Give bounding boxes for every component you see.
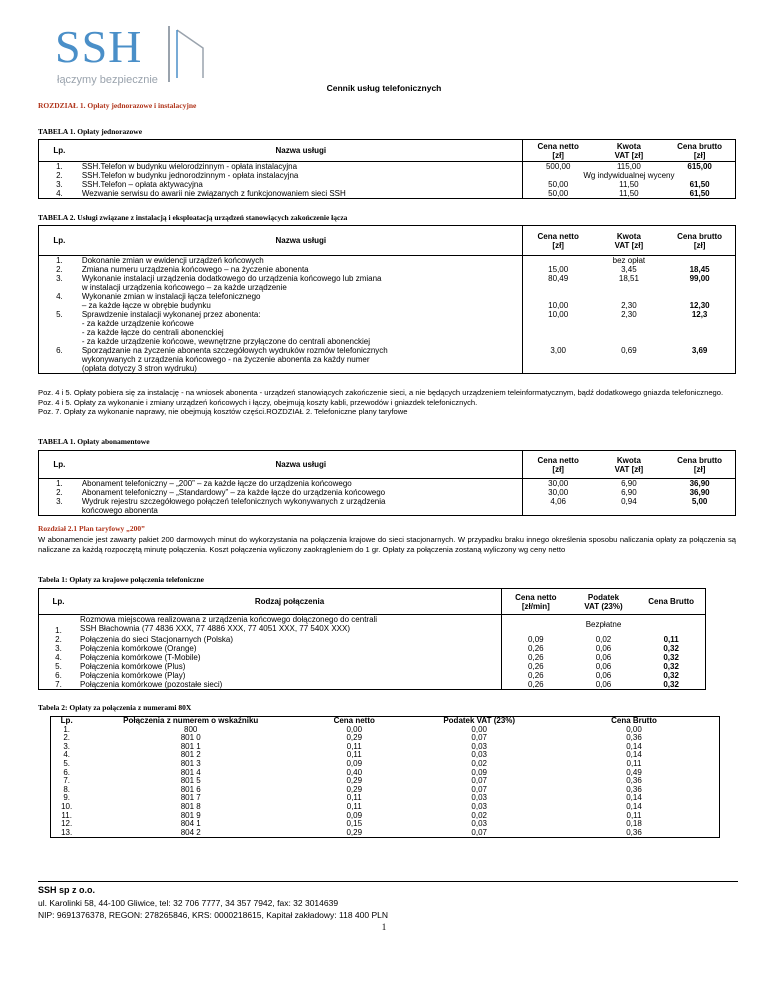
cell-vat: 0,07 (471, 784, 487, 794)
table-row (39, 644, 706, 653)
cell-lp: 9. (63, 793, 70, 803)
cell-name: Wykonanie zmian w instalacji łącza telefonicznego – za każde łącze w obrębie budynku (80, 292, 523, 310)
col-vat: Kwota VAT [zł] (594, 451, 665, 479)
cell-vat: 6,90 (621, 479, 637, 488)
col-vat: Podatek VAT (23%) (443, 716, 516, 725)
cell-netto: 4,06 (522, 497, 593, 516)
cell-lp: 2. (39, 488, 80, 497)
cell-vat: 6,90 (621, 488, 637, 497)
cell-lp: 11. (61, 810, 72, 820)
cell-brutto: 0,14 (626, 750, 642, 760)
table-row (51, 726, 720, 735)
cell-lp: 13. (61, 827, 73, 837)
cell-vat: 115,00 (616, 162, 641, 171)
footer-rule (38, 881, 738, 882)
cell-lp: 6. (39, 346, 80, 374)
cell-name: Połączenia komórkowe (pozostałe sieci) (78, 680, 501, 690)
table-5-title: Tabela 2: Opłaty za połączenia z numerami 80X (38, 703, 192, 712)
cell-vat: 0,03 (471, 741, 487, 751)
cell-name: Dokonanie zmian w ewidencji urządzeń końcowych Zmiana numeru urządzenia końcowego – na życzenie abonenta Wykonanie instalacji urządzenia dodatkowego do urządzenia końcowego lub zmiana w instalacji urządzenia końcowego – za każde urządzenie (80, 256, 523, 293)
table-header (39, 226, 736, 256)
cell-vat: 0,03 (471, 793, 487, 803)
col-name: Połączenia z numerem o wskaźniku (123, 716, 259, 725)
cell-lp: 3. (39, 180, 80, 189)
cell-number: 801 2 (180, 750, 201, 760)
cell-netto: 500,00 (522, 162, 593, 172)
cell-number: 801 7 (180, 793, 201, 803)
cell-brutto: 12,30 (664, 292, 735, 310)
col-netto: Cena netto [zł] (522, 451, 593, 479)
cell-name: Połączenia komórkowe (Plus) (78, 662, 501, 671)
cell-lp: 6. (39, 671, 79, 680)
cell-vat: 0,07 (471, 827, 487, 837)
table-2 (38, 225, 736, 374)
cell-name: Rozmowa miejscowa realizowana z urządzenia końcowego dołączonego do centrali SSH Błachownia (77 4836 XXX, 77 4886 XXX, 77 4051 XXX, 77 540X XXX) (78, 615, 501, 635)
cell-lp: 1. (63, 724, 70, 734)
cell-netto: 30,00 (522, 479, 593, 489)
col-lp: Lp. (39, 451, 80, 479)
cell-number: 801 6 (180, 784, 201, 794)
table-row (39, 346, 736, 374)
cell-brutto: 0,14 (626, 801, 642, 811)
table-row (51, 734, 720, 743)
cell-name: SSH.Telefon w budynku jednorodzinnym - opłata instalacyjna (80, 171, 523, 180)
table-row (51, 812, 720, 821)
cell-lp: 1. (39, 162, 80, 172)
cell-vat: 0,06 (570, 680, 638, 690)
cell-number: 801 9 (180, 810, 201, 820)
cell-brutto: 3,69 (664, 346, 735, 374)
notes-chapter-1: Poz. 4 i 5. Opłaty pobiera się za instalację - na wniosek abonenta - urządzeń stanowiących zakończenie sieci, a nie będących urządzeniem teleinformatycznym, bądź dodatkowego gniazda telefonicznego. Poz. 4 i 5. Opłaty za wykonanie i zmiany urządzeń końcowych i łączy, obejmują koszty kabli, przewodów i gniazdek telefonicznych. Poz. 7. Opłaty za wykonanie naprawy, nie obejmują kosztów części.ROZDZIAŁ 2. Telefoniczne plany taryfowe (38, 388, 724, 416)
cell-name: Połączenia komórkowe (Orange) (78, 644, 501, 653)
cell-lp: 5. (39, 662, 79, 671)
cell-netto: 0,11 (346, 750, 362, 760)
page-number: 1 (381, 922, 387, 932)
cell-brutto: 0,32 (637, 653, 705, 662)
cell-netto: 0,15 (346, 819, 363, 829)
cell-vat: 0,69 (594, 346, 665, 374)
col-vat: Podatek VAT (23%) (570, 589, 638, 615)
table-row (39, 310, 736, 346)
col-brutto: Cena brutto [zł] (664, 140, 735, 162)
cell-name: Połączenia komórkowe (T-Mobile) (78, 653, 501, 662)
cell-lp: 1. (39, 615, 79, 635)
cell-netto: 0,09 (501, 635, 569, 644)
cell-vat: 0,07 (471, 733, 487, 743)
cell-netto: 0,26 (501, 653, 569, 662)
cell-brutto: 0,36 (626, 733, 642, 743)
cell-brutto: 18,45 99,00 (664, 256, 735, 293)
col-lp: Lp. (60, 716, 73, 725)
cell-merged: Bezpłatne (501, 615, 705, 635)
cell-brutto: 0,32 (637, 680, 705, 690)
cell-brutto: 61,50 (664, 189, 735, 199)
table-header (51, 717, 720, 726)
cell-lp: 2. (39, 635, 79, 644)
cell-brutto: 0,32 (637, 662, 705, 671)
plan-description: W abonamencie jest zawarty pakiet 200 darmowych minut do wykorzystania na połączenia krajowe do sieci stacjonarnych. W przypadku braku innego określenia sposobu naliczania opłaty za połączenia są naliczane za każdą rozpoczętą minutę połączenia. Koszt połączenia wyliczony zaokrągleniem do 1 gr. Opłaty za połączenia zostaną wyliczony wg ceny netto (38, 535, 736, 554)
logo-brand: SSH (55, 21, 143, 72)
cell-netto: 0,09 (346, 810, 363, 820)
cell-netto: 0,26 (501, 671, 569, 680)
cell-number: 800 (184, 724, 198, 734)
col-lp: Lp. (39, 140, 80, 162)
cell-lp: 4. (39, 653, 79, 662)
cell-name: Sporządzanie na życzenie abonenta szczegółowych wydruków rozmów telefonicznych wykonywanych z urządzenia końcowego - na życzenie abonenta za każdy numer (opłata dotyczy 3 stron wydruku) (80, 346, 523, 374)
col-netto: Cena netto (333, 716, 375, 725)
cell-name: SSH.Telefon w budynku wielorodzinnym - opłata instalacyjna (80, 162, 523, 172)
table-row (39, 653, 706, 662)
table-row (51, 794, 720, 803)
cell-netto: 0,00 (346, 724, 363, 734)
table-1-title: TABELA 1. Opłaty jednorazowe (38, 127, 143, 136)
cell-netto: 15,00 80,49 (522, 256, 593, 293)
cell-lp: 4. (63, 750, 70, 760)
cell-name: Wydruk rejestru szczegółowego połączeń telefonicznych wykonywanych z urządzenia końcowego abonenta (80, 497, 523, 516)
col-lp: Lp. (39, 589, 79, 615)
cell-lp: 2. (63, 733, 70, 743)
cell-name: Abonament telefoniczny – „200” – za każde łącze do urządzenia końcowego (80, 479, 523, 489)
table-2-title: TABELA 2. Usługi związane z instalacją i eksploatacją urządzeń stanowiących zakończenie łącza (38, 213, 348, 222)
cell-netto: 50,00 (522, 189, 593, 199)
table-row (39, 671, 706, 680)
logo-mark (175, 28, 205, 80)
cell-netto: 0,26 (501, 680, 569, 690)
col-brutto: Cena Brutto (611, 716, 657, 725)
cell-netto: 0,09 (346, 758, 363, 768)
cell-netto: 0,11 (346, 741, 362, 751)
col-name: Nazwa usługi (80, 451, 523, 479)
cell-brutto: 0,32 (637, 644, 705, 653)
cell-lp: 3. (39, 497, 80, 516)
table-row (51, 803, 720, 812)
col-lp: Lp. (39, 226, 80, 256)
cell-netto: 0,40 (346, 767, 363, 777)
table-row (39, 256, 736, 293)
cell-lp: 5. (39, 310, 80, 346)
cell-lp: 6. (63, 767, 70, 777)
col-brutto: Cena brutto [zł] (664, 226, 735, 256)
cell-brutto: 36,90 (664, 479, 735, 489)
cell-vat: 0,02 (471, 810, 487, 820)
cell-vat: 0,06 (595, 670, 612, 680)
table-row (39, 635, 706, 644)
cell-vat: 2,30 (621, 301, 637, 310)
cell-brutto: 12,3 (664, 310, 735, 346)
cell-number: 801 8 (180, 801, 201, 811)
footer-registry: NIP: 9691376378, REGON: 278265846, KRS: 0000218615, Kapitał zakładowy: 118 400 PLN (38, 910, 388, 920)
logo-divider (168, 26, 170, 82)
cell-netto: 0,11 (346, 793, 362, 803)
table-row (51, 829, 720, 838)
cell-brutto: 61,50 (664, 180, 735, 189)
table-row (39, 162, 736, 172)
table-row (39, 189, 736, 199)
cell-vat: 0,02 (471, 758, 487, 768)
cell-brutto: 0,18 (626, 819, 642, 829)
table-1 (38, 139, 736, 199)
cell-brutto: 0,36 (626, 827, 642, 837)
cell-lp: 3. (39, 644, 79, 653)
cell-lp: 2. (39, 171, 80, 180)
cell-brutto: 0,32 (637, 671, 705, 680)
cell-brutto: 615,00 (664, 162, 735, 172)
plan-title: Rozdział 2.1 Plan taryfowy „200” (38, 524, 145, 533)
cell-vat: 0,02 (595, 634, 612, 644)
cell-netto: 0,26 (501, 644, 569, 653)
cell-vat: 2,30 (621, 310, 637, 319)
cell-netto: 30,00 (522, 488, 593, 497)
cell-vat: 0,03 (471, 801, 487, 811)
cell-brutto: 0,11 (637, 635, 705, 644)
cell-netto: 0,29 (346, 776, 363, 786)
col-netto: Cena netto [zł/min] (501, 589, 569, 615)
cell-number: 801 5 (180, 776, 201, 786)
cell-vat: bez opłat 3,45 18,51 (612, 256, 646, 283)
table-3-title: TABELA 1. Opłaty abonamentowe (38, 437, 150, 446)
cell-netto: 0,29 (346, 827, 363, 837)
col-vat: Kwota VAT [zł] (594, 226, 665, 256)
table-row (39, 680, 706, 690)
cell-lp: 4. (39, 189, 80, 199)
cell-number: 804 1 (180, 819, 201, 829)
cell-vat: 0,07 (471, 776, 487, 786)
cell-number: 801 0 (180, 733, 201, 743)
cell-number: 801 1 (180, 741, 201, 751)
cell-name: SSH.Telefon – opłata aktywacyjna (80, 180, 523, 189)
col-name: Nazwa usługi (80, 140, 523, 162)
cell-vat: 0,94 (594, 497, 665, 516)
cell-netto: 0,29 (346, 784, 363, 794)
cell-brutto: 0,14 (626, 741, 642, 751)
table-row (39, 180, 736, 189)
cell-lp: 1. 2. 3. (39, 256, 80, 293)
cell-number: 801 4 (180, 767, 201, 777)
cell-lp: 7. (63, 776, 70, 786)
table-3 (38, 450, 736, 516)
table-row (51, 786, 720, 795)
cell-vat: 0,06 (595, 652, 612, 662)
cell-vat: 0,06 (595, 661, 612, 671)
cell-netto: 3,00 (522, 346, 593, 374)
col-brutto: Cena brutto [zł] (664, 451, 735, 479)
cell-vat: 0,09 (471, 767, 487, 777)
cell-number: 801 3 (180, 758, 201, 768)
table-row (39, 662, 706, 671)
col-name: Rodzaj połączenia (78, 589, 501, 615)
cell-brutto: 0,14 (626, 793, 642, 803)
cell-brutto: 0,00 (626, 724, 642, 734)
table-row (39, 171, 736, 180)
cell-brutto: 0,36 (626, 784, 642, 794)
cell-vat: 0,03 (471, 750, 487, 760)
cell-lp: 10. (61, 801, 73, 811)
col-netto: Cena netto [zł] (522, 140, 593, 162)
cell-vat: 11,50 (594, 189, 665, 199)
col-name: Nazwa usługi (80, 226, 523, 256)
table-row (39, 497, 736, 516)
document-title: Cennik usług telefonicznych (326, 83, 442, 93)
cell-vat: 0,06 (595, 643, 612, 653)
cell-lp: 4. (39, 292, 80, 310)
cell-name: Wezwanie serwisu do awarii nie związanych z funkcjonowaniem sieci SSH (80, 189, 523, 199)
cell-brutto: 0,49 (626, 767, 642, 777)
cell-netto: 0,11 (346, 801, 362, 811)
cell-lp: 8. (63, 784, 70, 794)
cell-netto: 0,26 (501, 662, 569, 671)
table-row (51, 751, 720, 760)
table-row (39, 479, 736, 489)
cell-name: Połączenia komórkowe (Play) (78, 671, 501, 680)
cell-netto: 50,00 (522, 180, 593, 189)
cell-lp: 1. (39, 479, 80, 489)
table-row (39, 488, 736, 497)
table-4 (38, 588, 706, 690)
cell-name: Sprawdzenie instalacji wykonanej przez abonenta: - za każde urządzenie końcowe - za każde łącze do centrali abonenckiej - za każde urządzenie końcowe, wewnętrzne przyłączone do centrali abonenckiej (80, 310, 523, 346)
footer-company: SSH sp z o.o. (38, 885, 96, 895)
cell-vat: 0,00 (471, 724, 487, 734)
col-netto: Cena netto [zł] (522, 226, 593, 256)
cell-name: Połączenia do sieci Stacjonarnych (Polska) (78, 635, 501, 644)
cell-lp: 3. (63, 741, 70, 751)
table-row (51, 760, 720, 769)
table-5 (50, 716, 720, 838)
logo-tagline: łączymy bezpiecznie (57, 74, 158, 86)
table-header (39, 589, 706, 615)
table-row (51, 769, 720, 778)
cell-vat: 0,03 (471, 819, 487, 829)
table-row (51, 820, 720, 829)
cell-netto: 10,00 (522, 310, 593, 346)
cell-merged: Wg indywidualnej wyceny (522, 171, 735, 180)
cell-brutto: 0,11 (626, 758, 642, 768)
table-4-title: Tabela 1: Opłaty za krajowe połączenia telefoniczne (38, 575, 204, 584)
col-brutto: Cena Brutto (637, 589, 705, 615)
footer-address: ul. Karolinki 58, 44-100 Gliwice, tel: 32 706 7777, 34 357 7942, fax: 32 3014639 (38, 898, 339, 908)
col-vat: Kwota VAT [zł] (594, 140, 665, 162)
cell-number: 804 2 (180, 827, 201, 837)
cell-lp: 5. (63, 758, 70, 768)
cell-lp: 12. (61, 819, 73, 829)
cell-lp: 7. (39, 680, 79, 690)
table-header (39, 451, 736, 479)
cell-netto: 10,00 (522, 292, 593, 310)
chapter-1-title: ROZDZIAŁ 1. Opłaty jednorazowe i instalacyjne (38, 101, 197, 110)
cell-brutto: 0,36 (626, 776, 642, 786)
table-row (51, 743, 720, 752)
cell-brutto: 5,00 (664, 497, 735, 516)
table-row (51, 777, 720, 786)
cell-brutto: 0,11 (626, 810, 642, 820)
cell-brutto: 36,90 (664, 488, 735, 497)
cell-name: Abonament telefoniczny – „Standardowy” – za każde łącze do urządzenia końcowego (80, 488, 523, 497)
cell-vat: 11,50 (619, 180, 639, 189)
cell-netto: 0,29 (346, 733, 363, 743)
table-row (39, 615, 706, 635)
table-header (39, 140, 736, 162)
table-row (39, 292, 736, 310)
